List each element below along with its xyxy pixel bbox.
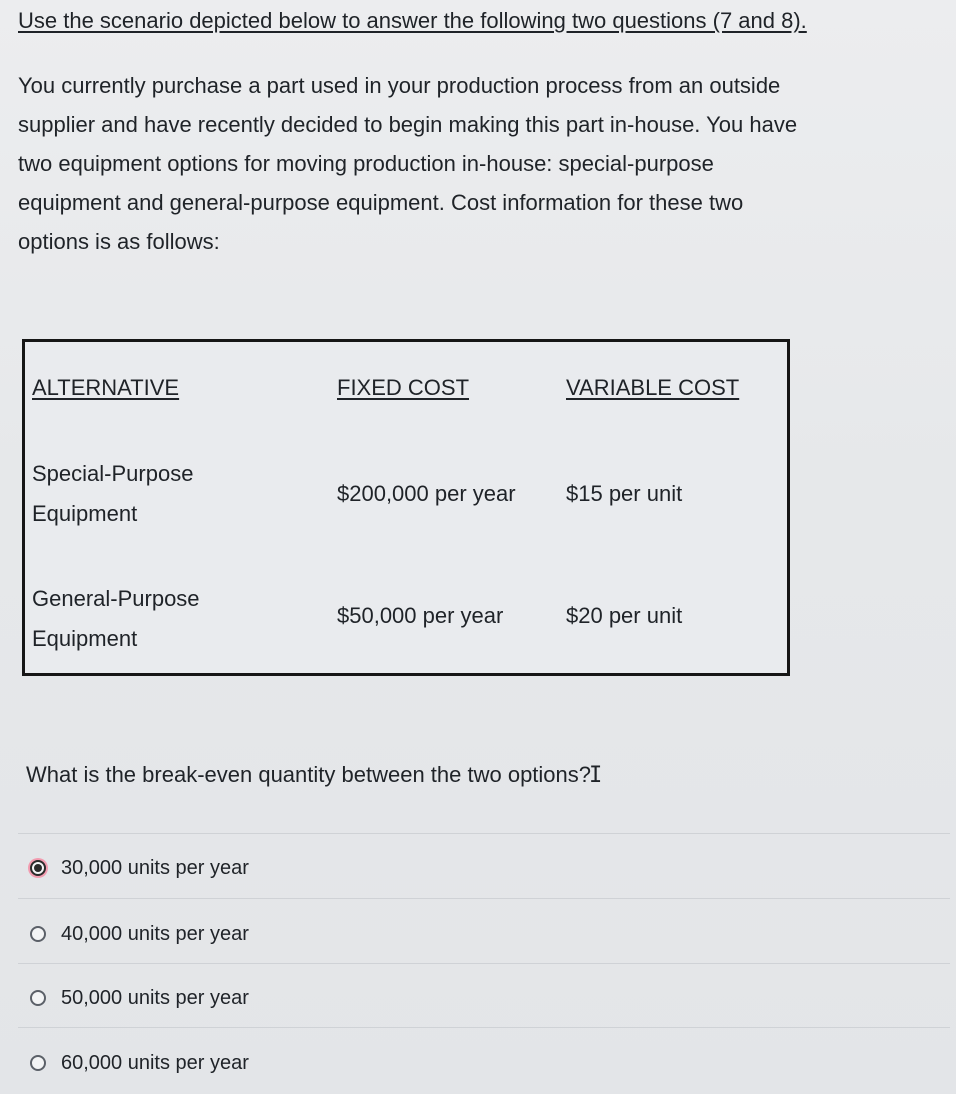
row-general-alternative (32, 579, 200, 659)
radio-icon[interactable] (30, 1055, 46, 1071)
scenario-line: two equipment options for moving production in-house: special-purpose (18, 151, 714, 176)
question-text: What is the break-even quantity between the two options? (26, 762, 592, 787)
scenario-line: You currently purchase a part used in your production process from an outside (18, 73, 781, 98)
divider (18, 898, 950, 899)
header-fixed-cost: FIXED COST (337, 375, 470, 400)
answer-option-1[interactable] (30, 853, 249, 883)
alternative-line: Special-Purpose (32, 461, 194, 486)
divider (18, 963, 950, 964)
question-prompt (26, 762, 602, 788)
divider (18, 1027, 950, 1028)
scenario-text (18, 66, 938, 261)
answer-option-label: 50,000 units per year (61, 986, 249, 1009)
alternative-line: Equipment (32, 626, 138, 651)
answer-option-label: 40,000 units per year (61, 922, 249, 945)
header-variable-cost: VARIABLE COST (566, 375, 740, 400)
row-general-fixed-cost: $50,000 per year (337, 603, 504, 628)
answer-option-label: 30,000 units per year (61, 856, 249, 879)
scenario-line: equipment and general-purpose equipment. Cost information for these two (18, 190, 744, 215)
question-instructions: Use the scenario depicted below to answer the following two questions (7 and 8). (18, 8, 807, 33)
answer-option-label: 60,000 units per year (61, 1051, 249, 1074)
radio-icon[interactable] (30, 990, 46, 1006)
text-cursor-icon: I (589, 763, 603, 788)
row-special-fixed-cost: $200,000 per year (337, 481, 516, 506)
answer-option-3[interactable] (30, 983, 249, 1013)
cost-table (22, 339, 790, 676)
alternative-line: General-Purpose (32, 586, 200, 611)
divider (18, 833, 950, 834)
alternative-line: Equipment (32, 501, 138, 526)
scenario-line: options is as follows: (18, 229, 220, 254)
answer-option-4[interactable] (30, 1048, 249, 1078)
row-special-variable-cost: $15 per unit (566, 481, 683, 506)
row-special-alternative (32, 454, 193, 534)
header-alternative: ALTERNATIVE (32, 375, 180, 400)
radio-selected-icon[interactable] (30, 860, 46, 876)
answer-option-2[interactable] (30, 919, 249, 949)
scenario-line: supplier and have recently decided to begin making this part in-house. You have (18, 112, 798, 137)
row-general-variable-cost: $20 per unit (566, 603, 683, 628)
radio-icon[interactable] (30, 926, 46, 942)
